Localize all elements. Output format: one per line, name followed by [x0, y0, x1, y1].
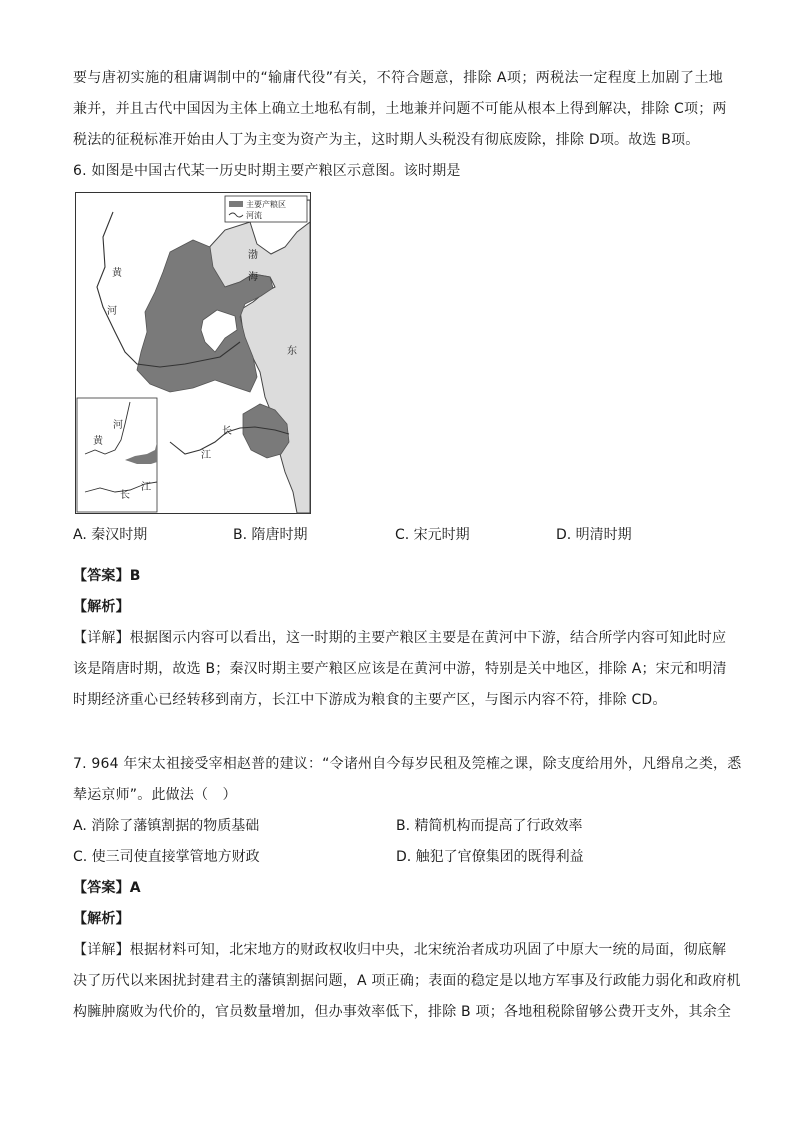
q7-answer: 【答案】A — [73, 880, 141, 896]
q6-option-b: B. 隋唐时期 — [233, 527, 308, 543]
q7-stem-line-2: 辇运京师”。此做法（ ） — [73, 787, 237, 803]
inset-label-jiang: 江 — [141, 482, 151, 493]
prev-text-line-1: 要与唐初实施的租庸调制中的“输庸代役”有关，不符合题意，排除 A项；两税法一定程度上加剧了土地 — [73, 70, 723, 86]
label-chang: 长 — [222, 426, 232, 437]
q6-detail-line-3: 时期经济重心已经转移到南方，长江中下游成为粮食的主要产区，与图示内容不符，排除 CD。 — [73, 692, 667, 708]
label-bo: 渤 — [248, 250, 258, 261]
map-figure — [75, 192, 311, 514]
q7-option-d: D. 触犯了官僚集团的既得利益 — [396, 849, 584, 865]
q7-stem-line-1: 7. 964 年宋太祖接受宰相赵普的建议：“令诸州自今每岁民租及筦榷之课，除支度给用外，凡缗帛之类，悉 — [73, 756, 742, 772]
q7-option-c: C. 使三司使直接掌管地方财政 — [73, 849, 260, 865]
q6-option-c: C. 宋元时期 — [395, 527, 470, 543]
label-huang: 黄 — [112, 268, 122, 279]
label-hai: 海 — [248, 272, 258, 283]
inset-label-chang: 长 — [120, 490, 130, 501]
legend-grain-label: 主要产粮区 — [246, 200, 286, 209]
inset-label-huang: 黄 — [93, 436, 103, 447]
inset-label-he: 河 — [113, 420, 123, 431]
q6-stem: 6. 如图是中国古代某一历史时期主要产粮区示意图。该时期是 — [73, 163, 461, 179]
prev-text-line-2: 兼并，并且古代中国因为主体上确立土地私有制，土地兼并问题不可能从根本上得到解决，排除 C项；两 — [73, 101, 727, 117]
q6-detail-line-2: 该是隋唐时期，故选 B；秦汉时期主要产粮区应该是在黄河中游，特别是关中地区，排除 A；宋元和明清 — [73, 661, 727, 677]
label-jiang: 江 — [201, 450, 211, 461]
q6-option-d: D. 明清时期 — [556, 527, 632, 543]
q6-analysis-heading: 【解析】 — [73, 599, 130, 615]
q6-answer: 【答案】B — [73, 568, 141, 584]
q7-option-a: A. 消除了藩镇割据的物质基础 — [73, 818, 260, 834]
label-dong: 东 — [287, 346, 297, 357]
q6-option-a: A. 秦汉时期 — [73, 527, 148, 543]
prev-text-line-3: 税法的征税标准开始由人丁为主变为资产为主，这时期人头税没有彻底废除，排除 D项。故选 B项。 — [73, 132, 700, 148]
legend-river-label: 河流 — [246, 211, 262, 220]
q7-detail-line-2: 决了历代以来困扰封建君主的藩镇割据问题，A 项正确；表面的稳定是以地方军事及行政能力弱化和政府机 — [73, 973, 741, 989]
q6-detail-line-1: 【详解】根据图示内容可以看出，这一时期的主要产粮区主要是在黄河中下游，结合所学内容可知此时应 — [73, 630, 727, 646]
grain-region-map — [75, 192, 311, 514]
q7-detail-line-1: 【详解】根据材料可知，北宋地方的财政权收归中央，北宋统治者成功巩固了中原大一统的局面，彻底解 — [73, 942, 727, 958]
q7-option-b: B. 精简机构而提高了行政效率 — [396, 818, 583, 834]
label-he: 河 — [107, 306, 117, 317]
q7-detail-line-3: 构臃肿腐败为代价的，官员数量增加，但办事效率低下，排除 B 项；各地租税除留够公费开支外，其余全 — [73, 1004, 732, 1020]
legend-grain-swatch — [229, 201, 243, 207]
q7-analysis-heading: 【解析】 — [73, 911, 130, 927]
